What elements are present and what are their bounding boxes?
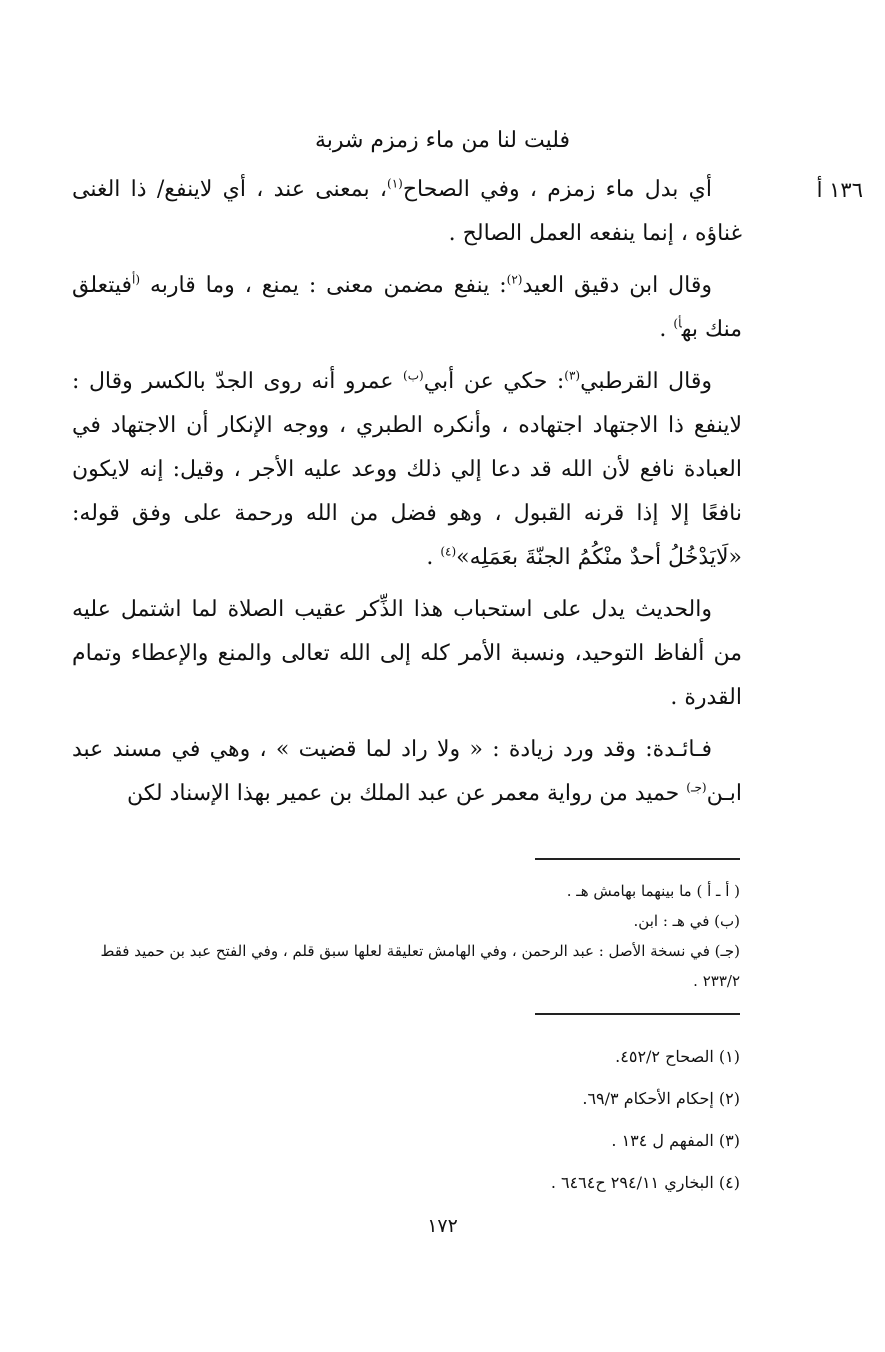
- source-footnote: (٤) البخاري ٢٩٤/١١ ح٦٤٦٤ .: [550, 1173, 740, 1192]
- footnote-marker: (جـ): [686, 780, 707, 795]
- paragraph-text: فـائـدة: وقد ورد زيادة : « ولا راد لما قضيت » ، وهي في مسند عبد ابـن: [72, 737, 742, 806]
- variant-footnote: (ب) في هـ : ابن.: [633, 912, 740, 930]
- paragraph-text: : ينفع مضمن معنى : يمنع ، وما قاربه: [140, 273, 507, 298]
- footnote-marker: (١): [387, 176, 403, 191]
- paragraph-text: .: [659, 317, 674, 342]
- paragraph-text: عمرو أنه روى الجدّ بالكسر وقال : لاينفع ذا الاجتهاد اجتهاده ، وأنكره الطبري ، ووجه الإنكار أن الاجتهاد في العبادة نافع لأن الله قد دعا إلي ذلك ووعد عليه الأجر ، وقيل: إنه لايكون نافعًا إلا إذا قرنه القبول ، وهو فضل من الله ورحمة على وفق قوله: «لَايَدْخُلُ أحدٌ منْكُمُ الجنّةَ بعَمَلِه»: [72, 369, 742, 570]
- main-text: [72, 168, 742, 824]
- paragraph-text: وقال ابن دقيق العيد: [522, 273, 712, 298]
- variant-footnote: ( أ ـ أ ) ما بينهما بهامش هـ .: [566, 882, 740, 900]
- paragraph-text: فيتعلق منك به: [72, 273, 742, 342]
- paragraph-text: وقال القرطبي: [580, 369, 713, 394]
- paragraph: [72, 588, 742, 720]
- footnote-divider-1: [535, 858, 740, 860]
- footnote-marker: (٤): [440, 544, 457, 559]
- variant-footnote: (جـ) في نسخة الأصل : عبد الرحمن ، وفي الهامش تعليقة لعلها سبق قلم ، وفي الفتح عبد بن حميد فقط ٢٣٣/٢ .: [100, 942, 740, 990]
- source-footnote: (٣) المفهم ل ١٣٤ .: [611, 1131, 740, 1150]
- paragraph-text: .: [426, 545, 441, 570]
- paragraph: [72, 264, 742, 352]
- paragraph-text: ، بمعنى عند ، أي لاينفع/ ذا الغنى غناؤه ، إنما ينفعه العمل الصالح .: [72, 177, 742, 246]
- footnote-divider-2: [535, 1013, 740, 1015]
- paragraph-text: أي بدل ماء زمزم ، وفي الصحاح: [402, 177, 712, 202]
- paragraph: [72, 360, 742, 580]
- footnote-marker: (أ: [132, 272, 141, 287]
- source-footnote: (٢) إحكام الأحكام ٦٩/٣.: [582, 1089, 740, 1108]
- footnote-marker: (ب): [403, 368, 424, 383]
- paragraph-text: والحديث يدل على استحباب هذا الذِّكر عقيب الصلاة لما اشتمل عليه من ألفاظ التوحيد، ونسبة الأمر كله إلى الله تعالى والمنع والإعطاء وتمام القدرة .: [72, 597, 742, 710]
- paragraph-text: حميد من رواية معمر عن عبد الملك بن عمير بهذا الإسناد لكن: [126, 781, 687, 806]
- paragraph: [72, 168, 742, 256]
- footnote-marker: (٣): [564, 368, 581, 383]
- footnote-marker: أ): [673, 316, 682, 331]
- paragraph-text: : حكي عن أبي: [423, 369, 565, 394]
- variant-footnotes: [66, 876, 740, 996]
- poetry-verse: فليت لنا من ماء زمزم شربة: [314, 128, 571, 153]
- source-footnote: (١) الصحاح ٤٥٢/٢.: [615, 1047, 740, 1066]
- page-number: ١٧٢: [427, 1215, 458, 1237]
- footnote-marker: (٢): [506, 272, 523, 287]
- manuscript-folio-reference: ١٣٦ أ: [816, 178, 863, 202]
- paragraph: [72, 728, 742, 816]
- source-footnotes: [66, 1036, 740, 1204]
